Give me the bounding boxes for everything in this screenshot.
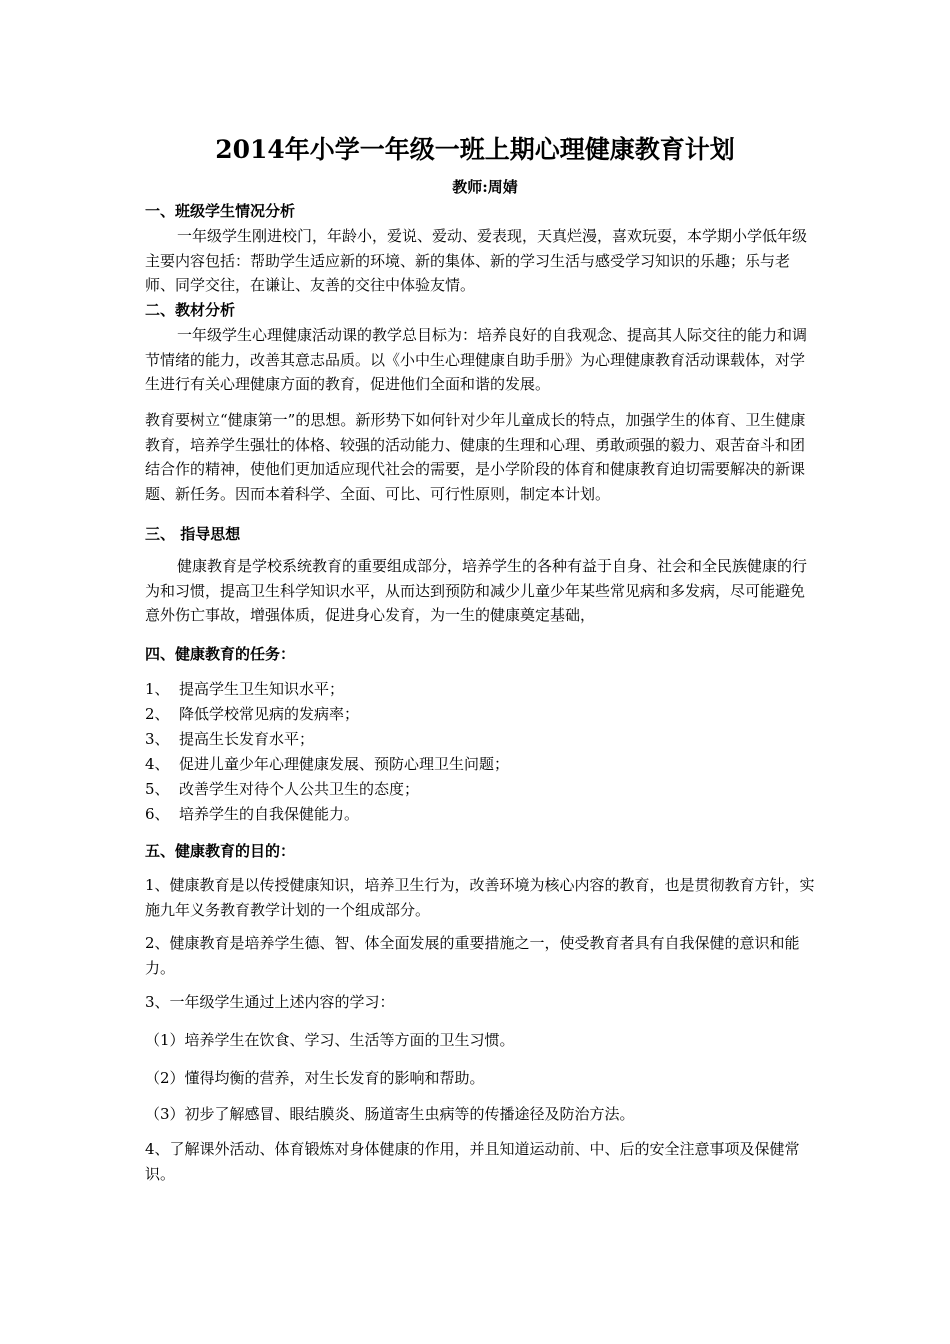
author-line: 教师:周婧 [452,178,518,196]
list-number: 2、 [145,705,170,723]
purpose-subitem-1: （1）培养学生在饮食、学习、生活等方面的卫生习惯。 [145,1031,515,1049]
list-number: 6、 [145,805,170,823]
section-1-paragraph-1: 一年级学生刚进校门，年龄小，爱说、爱动、爱表现，天真烂漫，喜欢玩耍，本学期小学低年级主要内容包括：帮助学生适应新的环境、新的集体、新的学习生活与感受学习知识的乐趣；乐与老师、同学交往，在谦让、友善的交往中体验友情。 [145,227,808,294]
section-heading-1: 一、班级学生情况分析 [145,202,296,220]
section-heading-3: 三、 指导思想 [145,525,241,543]
section-3-paragraph-1: 健康教育是学校系统教育的重要组成部分，培养学生的各种有益于自身、社会和全民族健康的行为和习惯，提高卫生科学知识水平，从而达到预防和减少儿童少年某些常见病和多发病，尽可能避免意外伤亡事故，增强体质，促进身心发育，为一生的健康奠定基础， [145,557,808,624]
list-text: 改善学生对待个人公共卫生的态度； [179,780,420,798]
list-text: 促进儿童少年心理健康发展、预防心理卫生问题； [179,755,510,773]
task-list-item [145,752,815,776]
task-list-item [145,727,815,751]
list-text: 提高生长发育水平； [179,730,315,748]
purpose-subitem-3: （3）初步了解感冒、眼结膜炎、肠道寄生虫病等的传播途径及防治方法。 [145,1105,635,1123]
task-list-item [145,802,815,826]
purpose-paragraph-1: 1、健康教育是以传授健康知识，培养卫生行为，改善环境为核心内容的教育，也是贯彻教育方针，实施九年义务教育教学计划的一个组成部分。 [145,876,815,919]
section-heading-4: 四、健康教育的任务： [145,645,296,663]
purpose-paragraph-4: 4、了解课外活动、体育锻炼对身体健康的作用，并且知道运动前、中、后的安全注意事项及保健常识。 [145,1140,800,1183]
list-text: 提高学生卫生知识水平； [179,680,345,698]
task-list-item [145,677,815,701]
list-text: 培养学生的自我保健能力。 [179,805,360,823]
document-title: 2014年小学一年级一班上期心理健康教育计划 [215,135,735,164]
list-number: 5、 [145,780,170,798]
section-2-paragraph-1: 一年级学生心理健康活动课的教学总目标为：培养良好的自我观念、提高其人际交往的能力和调节情绪的能力，改善其意志品质。以《小中生心理健康自助手册》为心理健康教育活动课载体，对学生进行有关心理健康方面的教育，促进他们全面和谐的发展。 [145,326,808,393]
section-heading-5: 五、健康教育的目的： [145,842,296,860]
section-2-paragraph-2: 教育要树立“健康第一”的思想。新形势下如何针对少年儿童成长的特点，加强学生的体育、卫生健康教育，培养学生强壮的体格、较强的活动能力、健康的生理和心理、勇敢顽强的毅力、艰苦奋斗和团结合作的精神，使他们更加适应现代社会的需要，是小学阶段的体育和健康教育迫切需要解决的新课题、新任务。因而本着科学、全面、可比、可行性原则，制定本计划。 [145,411,806,503]
purpose-paragraph-3: 3、一年级学生通过上述内容的学习： [145,993,395,1011]
list-number: 1、 [145,680,170,698]
list-number: 4、 [145,755,170,773]
purpose-subitem-2: （2）懂得均衡的营养，对生长发育的影响和帮助。 [145,1069,485,1087]
task-list-item [145,702,815,726]
purpose-paragraph-2: 2、健康教育是培养学生德、智、体全面发展的重要措施之一，使受教育者具有自我保健的意识和能力。 [145,934,800,977]
task-list-item [145,777,815,801]
section-heading-2: 二、教材分析 [145,301,236,319]
list-text: 降低学校常见病的发病率； [179,705,360,723]
list-number: 3、 [145,730,170,748]
